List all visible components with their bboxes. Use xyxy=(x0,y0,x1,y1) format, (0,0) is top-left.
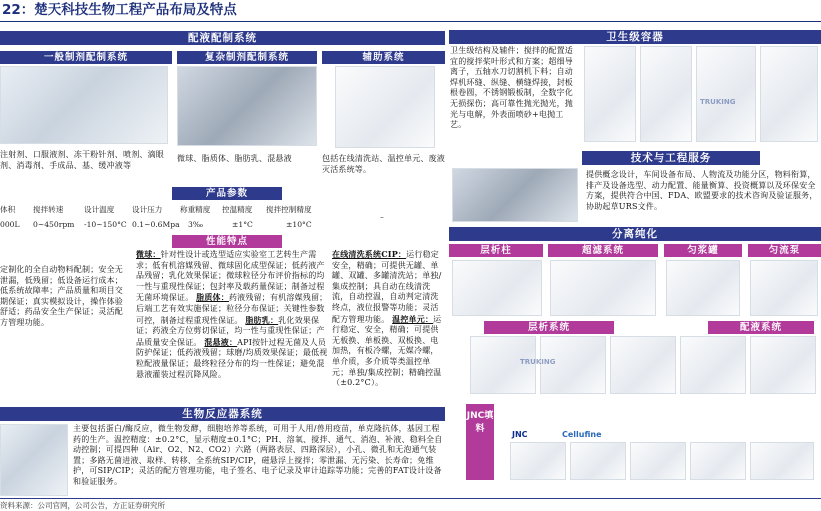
filler-photo-3 xyxy=(630,442,686,480)
tech-header: 技术与工程服务 xyxy=(582,151,760,165)
homogenizer-header: 匀浆罐 xyxy=(664,244,742,257)
general-system-photo xyxy=(0,66,168,144)
separation-header: 分离纯化 xyxy=(449,227,821,241)
buffer-sys-header: 配液系统 xyxy=(708,321,814,334)
filler-photo-2 xyxy=(570,442,626,480)
filler-photo-1 xyxy=(510,442,566,480)
tech-layout-render xyxy=(452,168,578,222)
filler-photo-5 xyxy=(750,442,814,480)
param-v-temp: -10~150°C xyxy=(84,220,127,229)
sanitary-tank-photo-2 xyxy=(640,46,692,142)
complex-system-desc: 微球、脂质体、脂肪乳、混悬液 xyxy=(177,154,292,163)
feature-text-tcu: 运行稳定、安全，精确；可提供无板换、单板换、双板换、电加热，有板冷螺，无媒冷螺，单介质，多介质等类温控单元；单独/集成控制；精确控温（±0.2°C）。 xyxy=(332,314,442,388)
feature-label-emulsion: 脂肪乳： xyxy=(245,314,279,325)
param-v-volume: 000L xyxy=(0,220,20,229)
feature-label-cip: 在线清洗系统CIP： xyxy=(332,249,407,259)
jnc-logo: JNC xyxy=(512,430,528,439)
feature-text-microsphere: 针对性设计或选型适应实验室工艺转生产需求；低有机溶媒残留、微球固化成型保证；低药液产品残留；乳化效果保证；微球粒径分布评价指标的均一性与重现性保证；包封率及载药量保证；制备过程无菌环境保证。 xyxy=(136,250,325,303)
param-h-pressure: 设计压力 xyxy=(132,205,163,214)
column-photo xyxy=(452,260,542,316)
feature-text-emulsion: 乳化效果保证；药液全方位剪切保证，均一性与重现性保证；产品质量安全保证。 xyxy=(136,315,325,347)
param-v-pressure: 0.1~0.6Mpa xyxy=(132,220,180,229)
param-v-stirctl: ±10°C xyxy=(286,220,312,229)
bioreactor-header: 生物反应器系统 xyxy=(0,407,445,421)
params-header: 产品参数 xyxy=(172,187,282,200)
jnc-filler-label: JNC填料 xyxy=(466,404,494,480)
tech-desc: 提供概念设计，车间设备布局、人物流及功能分区，物料衔算，排产及设备选型、动力配置、能量衡算、投资概算以及环保安全方案，提供符合中国、FDA、欧盟要求的技术咨询及验证服务，协助起草URS文件。 xyxy=(586,170,818,211)
param-h-speed: 搅拌转速 xyxy=(33,205,64,214)
param-h-weigh: 称重精度 xyxy=(180,205,211,214)
feature-label-microsphere: 微球： xyxy=(136,249,161,259)
chrom-sys-header: 层析系统 xyxy=(484,321,614,334)
footer-rule xyxy=(0,498,821,499)
sanitary-tank-photo-3 xyxy=(696,46,756,142)
bioreactor-desc: 主要包括蛋白/酶反应，微生物发酵，细胞培养等系统，可用于人用/兽用疫苗，单克隆抗体，基因工程药的生产。温控精度：±0.2°C，显示精度±0.1°C；PH、溶氧、搅拌、通气、消泡、补液、稳料全自动控制；可提四种（Air、O2、N2、CO2）六路（两路表层、四路深层），小孔、微孔和无泡通气装置；多路无菌进液、取样、转移、全系统SIP/CIP，磁悬浮上搅拌；零泄漏、无污染、长寿命；免维护，可SIP/CIP；灵活的配方管理功能，电子签名、电子记录及审计追踪等功能；完善的FAT设计设备和验证服务。 xyxy=(73,424,443,486)
param-h-temp: 设计温度 xyxy=(84,205,115,214)
sanitary-header: 卫生级容器 xyxy=(449,30,821,44)
sanitary-desc: 卫生级结构及辅件；搅拌的配置适宜的搅拌桨叶形式和方案；超细导离子，五轴水刀切割机下料；自动焊机环缝、纵缝、横缝焊接，封板根卷圆，不锈钢锻板制，全数字化无损探伤；高可靠性抛光抛光，抛光与电解，外表面喷砂+电抛工艺。 xyxy=(450,46,573,130)
feature-label-liposome: 脂质体： xyxy=(196,292,229,303)
feature-label-suspension: 混悬液： xyxy=(204,336,238,347)
page-title: 22：楚天科技生物工程产品布局及特点 xyxy=(2,2,237,18)
param-h-tempctl: 控温精度 xyxy=(222,205,253,214)
aux-system-desc: 包括在线清洗站、温控单元、废液灭活系统等。 xyxy=(322,154,445,174)
flow-pump-photo xyxy=(750,260,818,316)
general-system-header: 一般制剂配制系统 xyxy=(0,51,172,64)
aux-system-header: 辅助系统 xyxy=(322,51,445,64)
filler-photo-4 xyxy=(690,442,746,480)
param-h-stirctl: 搅拌控制精度 xyxy=(266,205,312,214)
param-v-dash: – xyxy=(380,212,384,221)
chrom-photo-3 xyxy=(610,336,676,394)
sanitary-tank-photo-1 xyxy=(584,46,636,142)
param-v-speed: 0~450rpm xyxy=(33,220,75,229)
complex-system-header: 复杂制剂配制系统 xyxy=(177,51,317,64)
section-config-header: 配液配制系统 xyxy=(0,31,445,45)
column-header: 层析柱 xyxy=(449,244,543,257)
features-general: 定制化的全自动物料配制；安全无泄漏，低残留；低设备运行成本；低系统故障率；产品质量和项目交期保证；真实模拟设计，操作体验舒适；药品安全生产保证；灵活配方管理功能。 xyxy=(0,265,123,327)
uf-header: 超滤系统 xyxy=(548,244,658,257)
complex-system-photo xyxy=(177,66,317,146)
param-h-volume: 体积 xyxy=(0,205,16,214)
features-complex xyxy=(136,249,328,399)
chrom-photo-4 xyxy=(680,336,746,394)
truking-watermark-2: TRUKING xyxy=(520,358,556,366)
flow-pump-header: 匀流泵 xyxy=(748,244,821,257)
param-v-weigh: 3‰ xyxy=(188,220,204,229)
general-system-desc: 注射剂、口服液剂、冻干粉针剂、喷剂、滴眼剂、消毒剂、手成品、基、缓冲液等 xyxy=(0,150,164,170)
aux-system-photo xyxy=(335,66,435,148)
feature-text-suspension: API按针过程无菌及人员防护保证；低药液残留；球磨/均质效果保证；最低视粒配液量保证；最终粒径分布的均一性保证；避免混悬液灌装过程沉降风险。 xyxy=(136,337,328,379)
features-aux xyxy=(332,249,446,405)
feature-text-cip: 运行稳定安全，精确；可提供无罐、单罐、双罐、多罐清洗站；单独/集成控制；具自动在线清洗流，自动控温，自动判定清洗终点，液位报警等功能；灵活配方管理功能。 xyxy=(332,250,442,324)
footer-source: 资料来源：公司官网，公司公告，方正证券研究所 xyxy=(0,501,165,510)
feature-label-tcu: 温控单元： xyxy=(392,313,434,324)
cellufine-logo: Cellufine xyxy=(562,430,602,439)
feature-text-liposome: 药液残留；有机溶媒残留；后端工艺有效实施保证；粒径分布保证；关键性参数可控，制备过程重现性保证。 xyxy=(136,293,328,325)
homogenizer-photo xyxy=(666,260,740,316)
title-rule xyxy=(0,21,821,22)
uf-photo xyxy=(550,260,656,316)
buffer-photo xyxy=(750,336,816,394)
bioreactor-photo xyxy=(0,424,68,496)
truking-watermark: TRUKING xyxy=(700,98,736,106)
param-v-tempctl: ±1°C xyxy=(232,220,253,229)
features-header: 性能特点 xyxy=(172,235,282,248)
sanitary-tank-photo-4 xyxy=(760,46,818,142)
